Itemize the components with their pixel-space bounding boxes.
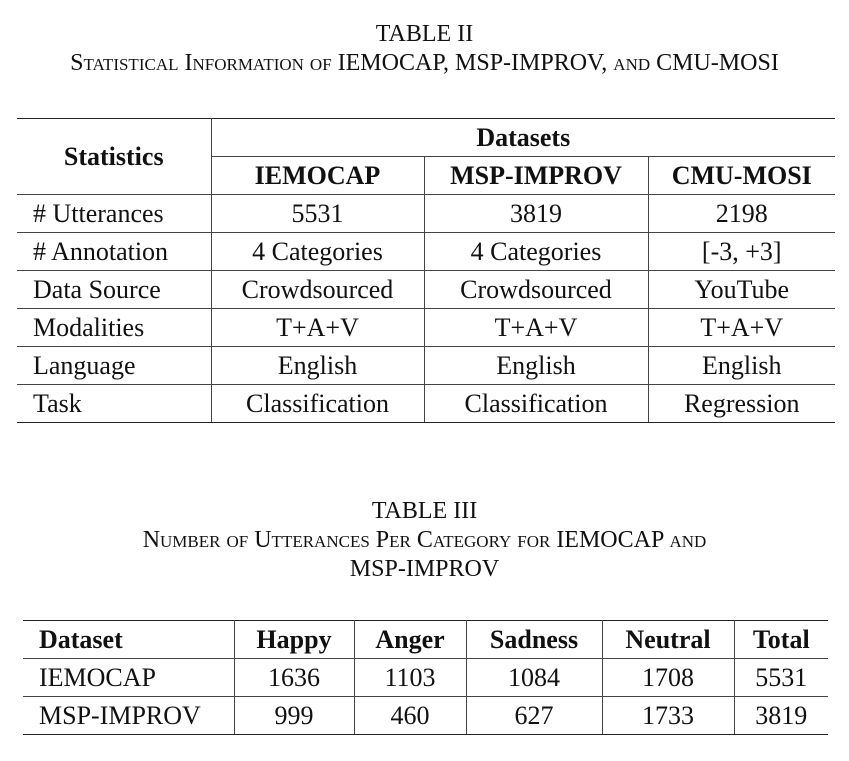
table-cell: Crowdsourced	[424, 271, 648, 309]
table-row	[17, 195, 835, 233]
column-header: CMU-MOSI	[671, 160, 812, 190]
table-cell: 1636	[234, 659, 354, 697]
table-cell: 3819	[734, 697, 828, 735]
table-cell: English	[424, 347, 648, 385]
column-header: Dataset	[23, 621, 234, 659]
table-cell: English	[648, 347, 835, 385]
table-row	[17, 271, 835, 309]
table-cell: T+A+V	[211, 309, 424, 347]
row-label: Language	[17, 347, 211, 385]
table-cell: YouTube	[648, 271, 835, 309]
row-label: # Annotation	[17, 233, 211, 271]
table-row	[23, 697, 828, 735]
table-row	[17, 309, 835, 347]
column-header: Sadness	[466, 621, 602, 659]
table-cell: Crowdsourced	[211, 271, 424, 309]
table-cell: 1708	[602, 659, 734, 697]
table-cell: Regression	[648, 385, 835, 423]
table2-label: TABLE II	[375, 21, 474, 47]
table2-title: Statistical Information of IEMOCAP, MSP-IMPROV, and CMU-MOSI	[70, 50, 779, 76]
row-label: Modalities	[17, 309, 211, 347]
table-cell: 4 Categories	[424, 233, 648, 271]
table-row	[17, 347, 835, 385]
table-cell: 627	[466, 697, 602, 735]
table-row	[17, 233, 835, 271]
row-label: # Utterances	[17, 195, 211, 233]
column-header: IEMOCAP	[211, 157, 424, 195]
row-label: Data Source	[17, 271, 211, 309]
table2	[17, 118, 835, 423]
table3-title-line2: MSP-IMPROV	[349, 556, 500, 582]
table-cell: 2198	[648, 195, 835, 233]
header-statistics: Statistics	[17, 119, 211, 195]
table-cell: 1103	[354, 659, 466, 697]
table-cell: 1733	[602, 697, 734, 735]
column-header: MSP-IMPROV	[424, 157, 648, 195]
column-header: Neutral	[602, 621, 734, 659]
table-cell: 5531	[211, 195, 424, 233]
table-cell: 460	[354, 697, 466, 735]
header-datasets: Datasets	[211, 119, 835, 157]
table-cell: English	[211, 347, 424, 385]
table-cell: 1084	[466, 659, 602, 697]
row-label: Task	[17, 385, 211, 423]
table-row	[17, 385, 835, 423]
table-cell: 3819	[424, 195, 648, 233]
column-header: Happy	[234, 621, 354, 659]
table3-title-line1: Number of Utterances Per Category for IEMOCAP and	[142, 527, 707, 553]
table3	[23, 620, 828, 735]
table-cell: 999	[234, 697, 354, 735]
table-cell: Classification	[211, 385, 424, 423]
column-header: Anger	[354, 621, 466, 659]
table-cell: 4 Categories	[211, 233, 424, 271]
table-cell: T+A+V	[648, 309, 835, 347]
table3-label: TABLE III	[371, 498, 478, 524]
row-label: MSP-IMPROV	[23, 697, 234, 735]
table-cell: Classification	[424, 385, 648, 423]
row-label: IEMOCAP	[23, 659, 234, 697]
table-cell: T+A+V	[424, 309, 648, 347]
table-cell: [-3, +3]	[648, 233, 835, 271]
table-cell: 5531	[734, 659, 828, 697]
column-header: Total	[734, 621, 828, 659]
table-row	[23, 659, 828, 697]
